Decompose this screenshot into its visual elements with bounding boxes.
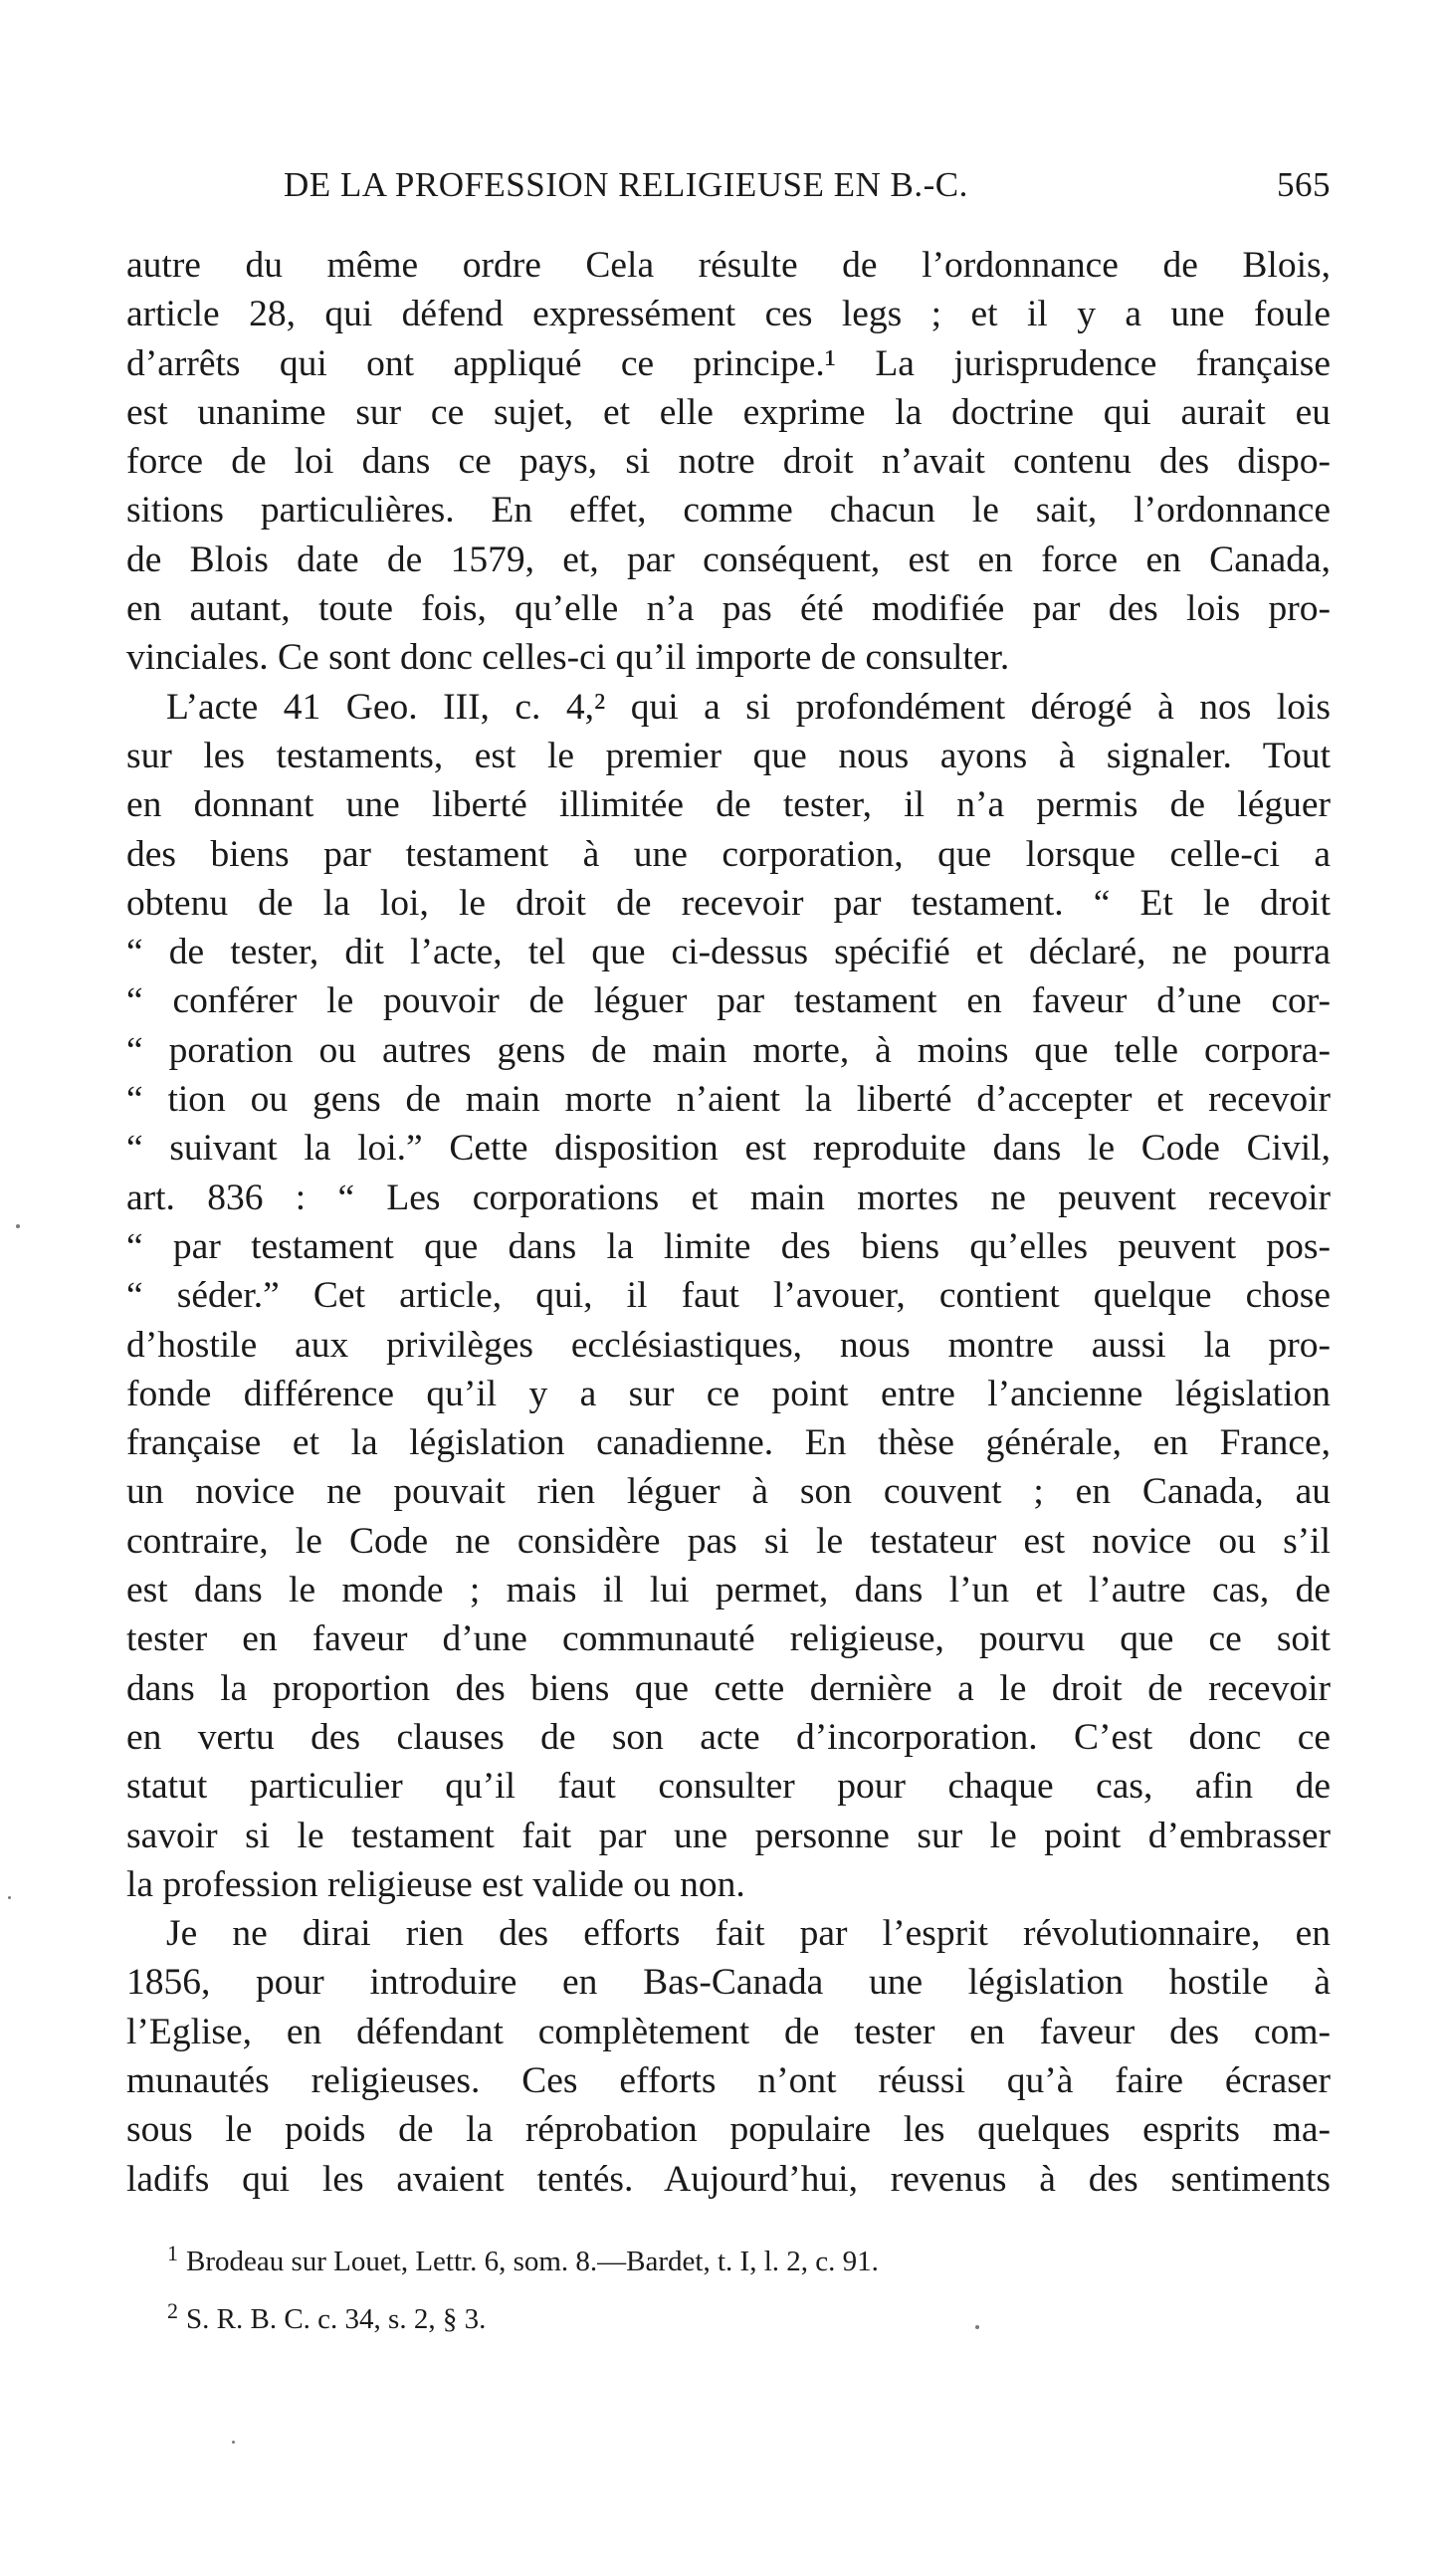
text-line: autre du même ordre Cela résulte de l’ordonnance de Blois, (126, 245, 1331, 286)
page-number: 565 (1277, 165, 1331, 204)
text-line: “ conférer le pouvoir de léguer par testament en faveur d’une cor- (126, 980, 1331, 1022)
scan-speck (975, 2325, 979, 2329)
text-line: force de loi dans ce pays, si notre droit n’avait contenu des dispo- (126, 441, 1331, 483)
text-line: française et la législation canadienne. En thèse générale, en France, (126, 1422, 1331, 1464)
text-line: “ par testament que dans la limite des biens qu’elles peuvent pos- (126, 1225, 1331, 1267)
text-line: “ séder.” Cet article, qui, il faut l’avouer, contient quelque chose (126, 1275, 1331, 1317)
text-line: “ tion ou gens de main morte n’aient la liberté d’accepter et recevoir (126, 1079, 1331, 1121)
text-line: dans la proportion des biens que cette dernière a le droit de recevoir (126, 1667, 1331, 1709)
text-line: sitions particulières. En effet, comme chacun le sait, l’ordonnance (126, 490, 1331, 532)
text-line: est dans le monde ; mais il lui permet, dans l’un et l’autre cas, de (126, 1570, 1331, 1611)
text-line: l’Eglise, en défendant complètement de tester en faveur des com- (126, 2011, 1331, 2052)
text-line: Je ne dirai rien des efforts fait par l’esprit révolutionnaire, en (166, 1913, 1331, 1955)
text-line: la profession religieuse est valide ou non. (126, 1863, 745, 1905)
text-line: vinciales. Ce sont donc celles-ci qu’il importe de consulter. (126, 637, 1010, 679)
text-line: “ poration ou autres gens de main morte, à moins que telle corpora- (126, 1029, 1331, 1071)
text-line: art. 836 : “ Les corporations et main mortes ne peuvent recevoir (126, 1177, 1331, 1218)
text-line: tester en faveur d’une communauté religieuse, pourvu que ce soit (126, 1618, 1331, 1660)
text-line: “ suivant la loi.” Cette disposition est reproduite dans le Code Civil, (126, 1128, 1331, 1170)
text-line: munautés religieuses. Ces efforts n’ont réussi qu’à faire écraser (126, 2059, 1331, 2101)
text-line: fonde différence qu’il y a sur ce point entre l’ancienne législation (126, 1373, 1331, 1414)
footnotes (167, 2225, 1162, 2340)
footnote-mark: 1 (167, 2241, 178, 2265)
text-line: savoir si le testament fait par une personne sur le point d’embrasser (126, 1815, 1331, 1856)
scan-speck (16, 1224, 20, 1228)
footnote (167, 2282, 1162, 2340)
running-title: DE LA PROFESSION RELIGIEUSE EN B.-C. (284, 165, 968, 204)
text-line: en vertu des clauses de son acte d’incorporation. C’est donc ce (126, 1716, 1331, 1758)
text-line: est unanime sur ce sujet, et elle exprime la doctrine qui aurait eu (126, 391, 1331, 433)
text-line: en donnant une liberté illimitée de tester, il n’a permis de léguer (126, 784, 1331, 826)
body-text (126, 241, 1331, 2204)
text-line: un novice ne pouvait rien léguer à son couvent ; en Canada, au (126, 1471, 1331, 1513)
text-line: sur les testaments, est le premier que nous ayons à signaler. Tout (126, 735, 1331, 776)
text-line: statut particulier qu’il faut consulter pour chaque cas, afin de (126, 1766, 1331, 1808)
running-header (284, 165, 1331, 215)
footnote-mark: 2 (167, 2298, 178, 2323)
text-line: obtenu de la loi, le droit de recevoir par testament. “ Et le droit (126, 882, 1331, 924)
scan-speck (232, 2441, 235, 2444)
text-line: contraire, le Code ne considère pas si le testateur est novice ou s’il (126, 1520, 1331, 1562)
text-line: ladifs qui les avaient tentés. Aujourd’hui, revenus à des sentiments (126, 2158, 1331, 2200)
text-line: en autant, toute fois, qu’elle n’a pas été modifiée par des lois pro- (126, 588, 1331, 630)
text-line: L’acte 41 Geo. III, c. 4,² qui a si profondément dérogé à nos lois (166, 686, 1331, 728)
text-line: article 28, qui défend expressément ces legs ; et il y a une foule (126, 294, 1331, 335)
text-line: d’arrêts qui ont appliqué ce principe.¹ La jurisprudence française (126, 342, 1331, 384)
text-line: des biens par testament à une corporation, que lorsque celle-ci a (126, 833, 1331, 875)
scan-speck (8, 1896, 11, 1899)
footnote (167, 2225, 1162, 2282)
footnote-text: Brodeau sur Louet, Lettr. 6, som. 8.—Bardet, t. I, l. 2, c. 91. (186, 2246, 879, 2277)
text-line: sous le poids de la réprobation populaire les quelques esprits ma- (126, 2109, 1331, 2151)
text-line: 1856, pour introduire en Bas-Canada une législation hostile à (126, 1962, 1331, 2004)
footnote-text: S. R. B. C. c. 34, s. 2, § 3. (186, 2303, 487, 2335)
text-line: “ de tester, dit l’acte, tel que ci-dessus spécifié et déclaré, ne pourra (126, 932, 1331, 973)
text-line: de Blois date de 1579, et, par conséquent, est en force en Canada, (126, 538, 1331, 580)
text-line: d’hostile aux privilèges ecclésiastiques, nous montre aussi la pro- (126, 1324, 1331, 1366)
